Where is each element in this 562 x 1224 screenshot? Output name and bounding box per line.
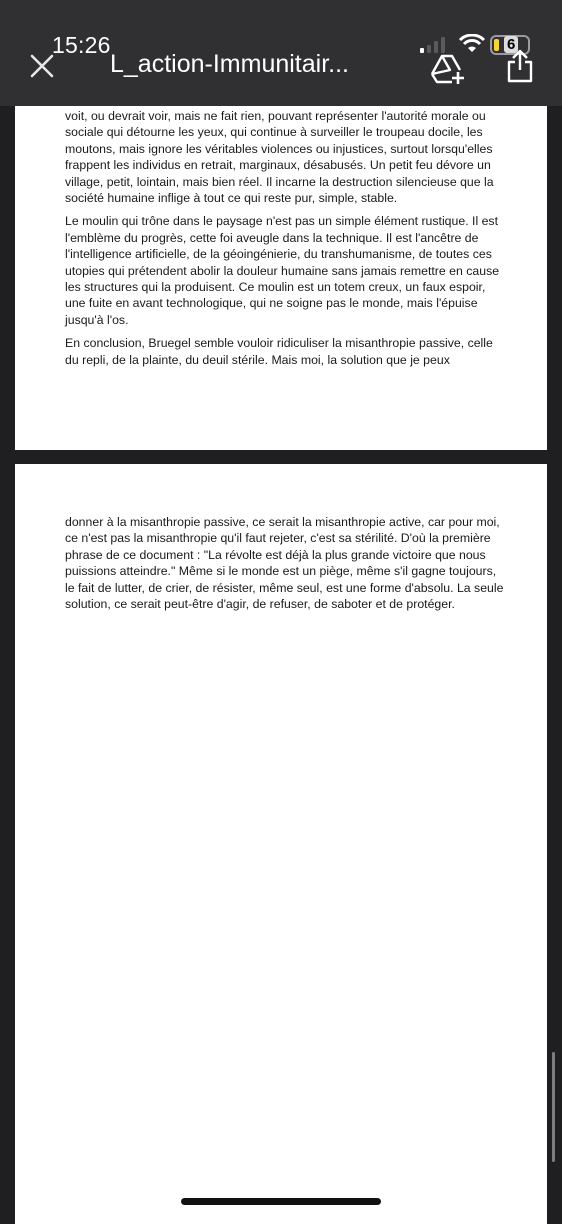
top-bar [0, 0, 562, 106]
share-icon[interactable] [506, 48, 534, 84]
page-1-text [65, 108, 505, 375]
paragraph: voit, ou devrait voir, mais ne fait rien, pouvant représenter l'autorité morale ou sociale qui détourne les yeux, qui continue à surveiller le troupeau docile, les moutons, mais ignore les véritables violences ou injustices, surtout lorsqu'elles frappent les individus en retrait, marginaux, désabusés. Un petit feu dévore un village, petit, lointain, mais bien réel. Il incarne la destruction silencieuse que la société humaine inflige à tout ce qui reste pur, simple, stable. [65, 109, 494, 206]
document-page-1 [15, 106, 547, 450]
scrollbar[interactable] [552, 1052, 555, 1162]
paragraph: donner à la misanthropie passive, ce serait la misanthropie active, car pour moi, ce n'est pas la misanthropie qu'il faut rejeter, c'est sa stérilité. D'où la première phrase de ce document : "La révolte est déjà la plus grande victoire que nous puissions atteindre." Même si le monde est un piège, même s'il gagne toujours, le fait de lutter, de crier, de résister, même seul, est une forme d'absolu. La seule solution, ce serait peut-être d'agir, de refuser, de saboter et de protéger. [65, 515, 504, 612]
paragraph: En conclusion, Bruegel semble vouloir ridiculiser la misanthropie passive, celle du repli, de la plainte, du deuil stérile. Mais moi, la solution que je peux [65, 336, 493, 367]
document-title: L_action-Immunitair... [110, 50, 349, 78]
home-indicator[interactable] [181, 1198, 381, 1205]
add-to-drive-icon[interactable] [428, 50, 466, 84]
close-icon[interactable] [28, 52, 56, 80]
battery-level: 6 [504, 36, 518, 53]
document-page-2 [15, 464, 547, 1224]
page-2-text [65, 514, 505, 619]
status-time: 15:26 [52, 32, 111, 58]
paragraph: Le moulin qui trône dans le paysage n'est pas un simple élément rustique. Il est l'emblème du progrès, cette foi aveugle dans la technique. Il est l'ancêtre de l'intelligence artificielle, de la géoingénierie, du transhumanisme, de toutes ces utopies qui prétendent abolir la douleur humaine sans jamais remettre en cause les structures qui la produisent. Ce moulin est un totem creux, un faux espoir, une fuite en avant technologique, qui ne soigne pas le monde, mais l'épuise jusqu'à l'os. [65, 214, 500, 327]
